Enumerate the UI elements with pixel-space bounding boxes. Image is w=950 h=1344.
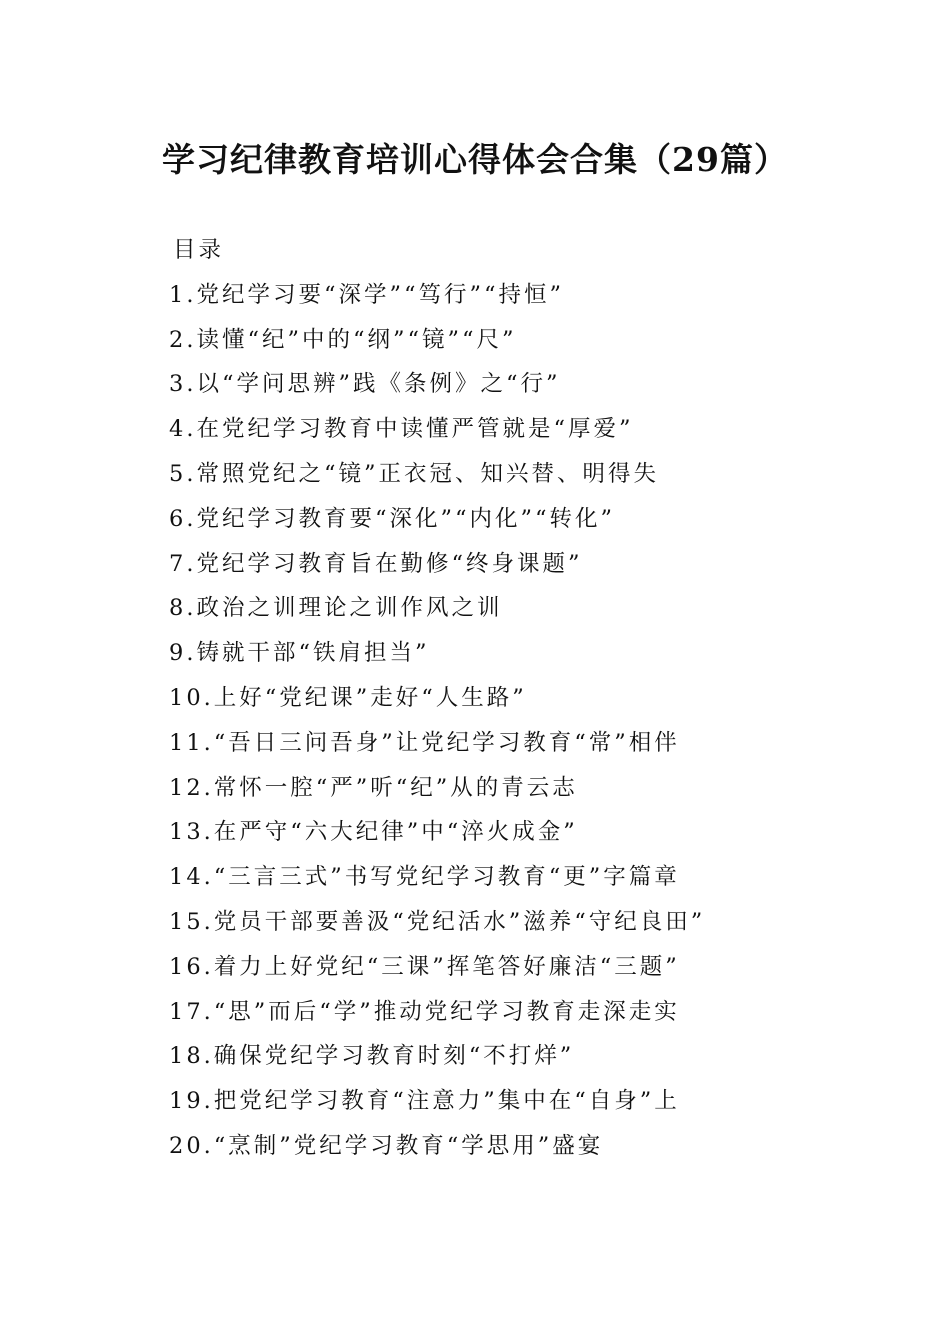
document-title: 学习纪律教育培训心得体会合集（29篇）	[162, 140, 788, 179]
toc-item: 15.党员干部要善汲“党纪活水”滋养“守纪良田”	[169, 908, 706, 935]
toc-heading: 目录	[173, 237, 225, 263]
toc-item: 13.在严守“六大纪律”中“淬火成金”	[169, 819, 578, 846]
toc-item: 2.读懂“纪”中的“纲”“镜”“尺”	[169, 326, 517, 353]
toc-item: 20.“烹制”党纪学习教育“学思用”盛宴	[169, 1132, 604, 1159]
toc-item: 7.党纪学习教育旨在勤修“终身课题”	[169, 550, 583, 577]
toc-item: 16.着力上好党纪“三课”挥笔答好廉洁“三题”	[169, 953, 680, 980]
table-of-contents	[169, 228, 889, 1169]
toc-item: 12.常怀一腔“严”听“纪”从的青云志	[169, 774, 578, 801]
toc-item: 10.上好“党纪课”走好“人生路”	[169, 684, 527, 711]
toc-item: 14.“三言三式”书写党纪学习教育“更”字篇章	[169, 864, 680, 891]
toc-item: 17.“思”而后“学”推动党纪学习教育走深走实	[169, 998, 680, 1025]
toc-item: 18.确保党纪学习教育时刻“不打烊”	[169, 1043, 575, 1070]
toc-item: 9.铸就干部“铁肩担当”	[169, 640, 430, 667]
toc-item: 8.政治之训理论之训作风之训	[169, 595, 503, 622]
toc-item: 6.党纪学习教育要“深化”“内化”“转化”	[169, 505, 615, 532]
toc-item: 1.党纪学习要“深学”“笃行”“持恒”	[169, 281, 564, 308]
toc-list	[169, 273, 889, 1169]
toc-item: 5.常照党纪之“镜”正衣冠、知兴替、明得失	[169, 460, 659, 487]
toc-item: 11.“吾日三问吾身”让党纪学习教育“常”相伴	[169, 729, 680, 756]
toc-item: 19.把党纪学习教育“注意力”集中在“自身”上	[169, 1088, 680, 1115]
toc-item: 3.以“学问思辨”践《条例》之“行”	[169, 371, 561, 398]
toc-item: 4.在党纪学习教育中读懂严管就是“厚爱”	[169, 416, 634, 443]
